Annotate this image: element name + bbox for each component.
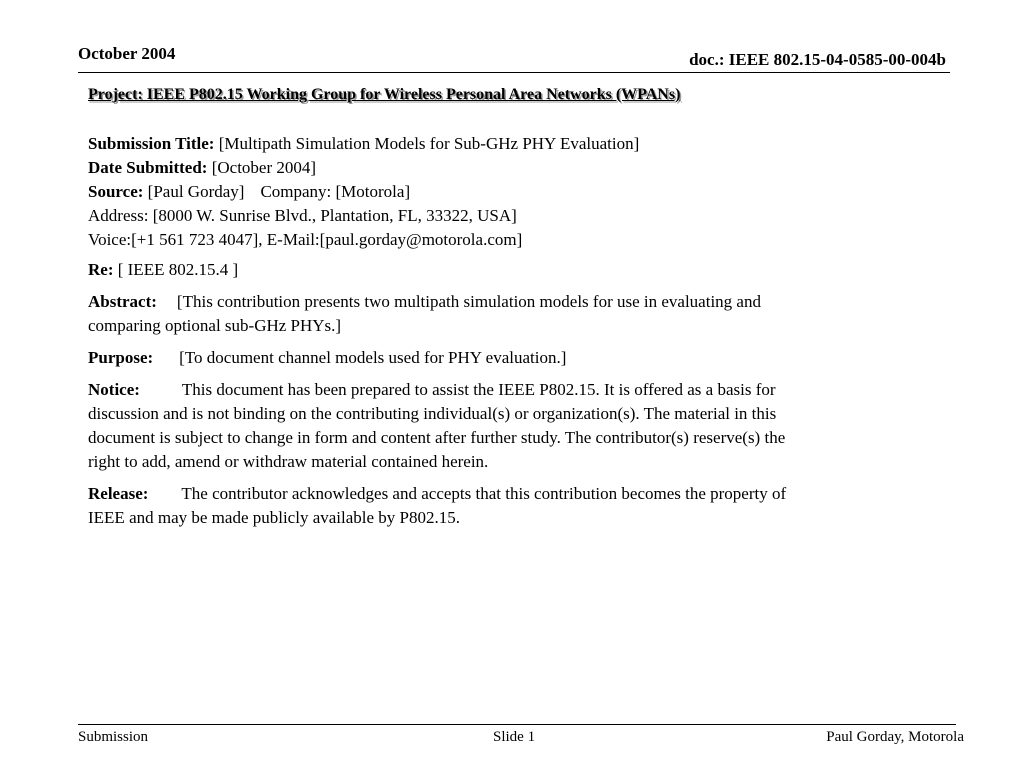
notice-line-4: right to add, amend or withdraw material contained herein. (88, 452, 489, 471)
footer-slide-number: Slide 1 (493, 729, 536, 745)
abstract-line-1 (88, 290, 938, 314)
abstract-text-1: [This contribution presents two multipath simulation models for use in evaluating and (176, 292, 761, 311)
footer-author: Paul Gorday, Motorola (826, 729, 964, 745)
submission-title-value: [Multipath Simulation Models for Sub-GHz PHY Evaluation] (214, 134, 640, 153)
release-line-2: IEEE and may be made publicly available by P802.15. (88, 508, 461, 527)
notice-text-1: This document has been prepared to assist the IEEE P802.15. It is offered as a basis for (181, 380, 776, 399)
submission-title-line (88, 132, 938, 156)
purpose-block (88, 346, 938, 370)
abstract-label: Abstract: (88, 292, 157, 311)
voice-line: Voice:[+1 561 723 4047], E-Mail:[paul.gorday@motorola.com] (88, 230, 523, 249)
abstract-block (88, 290, 938, 338)
release-block (88, 482, 938, 530)
notice-line-3: document is subject to change in form and content after further study. The contributor(s) reserve(s) the (88, 428, 786, 447)
re-value: [ IEEE 802.15.4 ] (113, 260, 239, 279)
date-submitted-value: [October 2004] (207, 158, 317, 177)
footer-submission: Submission (78, 729, 149, 745)
company-value: Company: [Motorola] (260, 182, 411, 201)
notice-block (88, 378, 938, 474)
header-date: October 2004 (78, 44, 176, 63)
re-line (88, 258, 938, 282)
release-label: Release: (88, 484, 149, 503)
header-divider (78, 72, 950, 73)
re-block (88, 258, 938, 282)
slide-body (88, 132, 938, 530)
release-line-1 (88, 482, 938, 506)
source-label: Source: (88, 182, 144, 201)
notice-label: Notice: (88, 380, 140, 399)
date-submitted-line (88, 156, 938, 180)
purpose-text-1: [To document channel models used for PHY evaluation.] (179, 348, 567, 367)
date-submitted-label: Date Submitted: (88, 158, 208, 177)
source-value: [Paul Gorday] (143, 182, 245, 201)
footer-divider (78, 724, 956, 725)
address-line: Address: [8000 W. Sunrise Blvd., Plantation, FL, 33322, USA] (88, 206, 517, 225)
submission-title-label: Submission Title: (88, 134, 215, 153)
purpose-label: Purpose: (88, 348, 154, 367)
project-title: Project: IEEE P802.15 Working Group for Wireless Personal Area Networks (WPANs) (88, 86, 681, 103)
header-doc-id: doc.: IEEE 802.15-04-0585-00-004b (689, 50, 946, 69)
re-label: Re: (88, 260, 114, 279)
notice-line-2: discussion and is not binding on the contributing individual(s) or organization(s). The material in this (88, 404, 777, 423)
release-text-1: The contributor acknowledges and accepts that this contribution becomes the property of (181, 484, 787, 503)
notice-line-1 (88, 378, 938, 402)
abstract-line-2: comparing optional sub-GHz PHYs.] (88, 316, 342, 335)
source-line (88, 180, 938, 204)
submission-block (88, 132, 938, 252)
purpose-line-1 (88, 346, 938, 370)
